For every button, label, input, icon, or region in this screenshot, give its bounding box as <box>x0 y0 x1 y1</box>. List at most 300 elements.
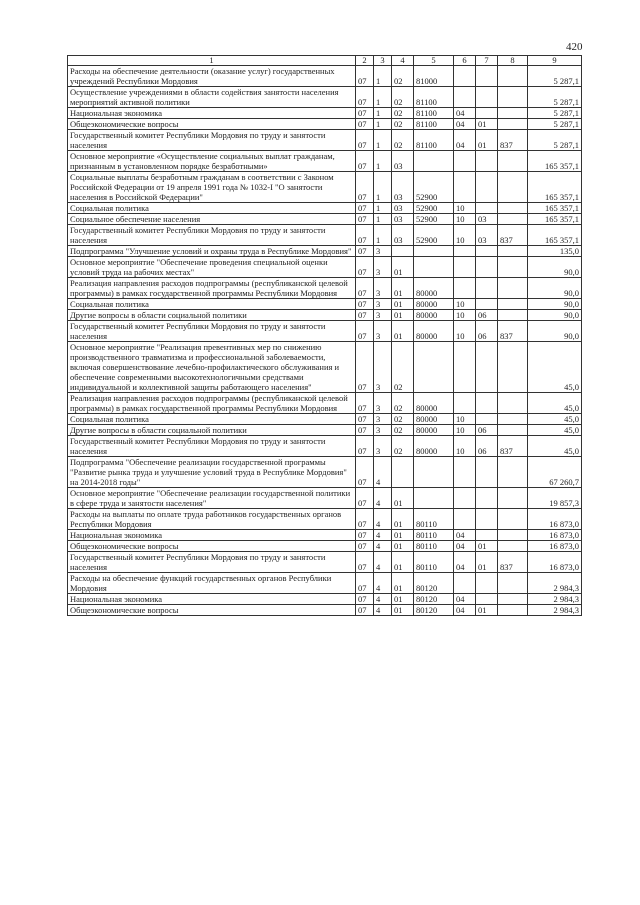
cell-code-2: 07 <box>356 119 374 130</box>
cell-code-8 <box>498 203 528 214</box>
table-row <box>68 299 582 310</box>
table-row <box>68 342 582 393</box>
cell-code-2: 07 <box>356 605 374 616</box>
cell-amount: 45,0 <box>528 436 582 457</box>
cell-code-7 <box>476 299 498 310</box>
cell-code-8 <box>498 310 528 321</box>
cell-code-2: 07 <box>356 530 374 541</box>
cell-code-4: 03 <box>392 151 414 172</box>
cell-code-5: 81100 <box>414 119 454 130</box>
page-number: 420 <box>566 41 583 53</box>
cell-code-4: 02 <box>392 425 414 436</box>
cell-code-8 <box>498 573 528 594</box>
cell-code-8 <box>498 393 528 414</box>
cell-code-3: 3 <box>374 393 392 414</box>
cell-code-8: 837 <box>498 552 528 573</box>
cell-code-2: 07 <box>356 342 374 393</box>
cell-code-2: 07 <box>356 457 374 488</box>
cell-code-3: 1 <box>374 225 392 246</box>
cell-code-6: 04 <box>454 552 476 573</box>
cell-code-8: 837 <box>498 130 528 151</box>
cell-code-3: 3 <box>374 246 392 257</box>
table-row <box>68 310 582 321</box>
cell-code-6: 10 <box>454 214 476 225</box>
cell-code-2: 07 <box>356 393 374 414</box>
cell-code-4: 02 <box>392 66 414 87</box>
table-row <box>68 225 582 246</box>
cell-code-8 <box>498 594 528 605</box>
cell-code-4: 01 <box>392 594 414 605</box>
table-row <box>68 321 582 342</box>
cell-amount: 165 357,1 <box>528 203 582 214</box>
table-row <box>68 87 582 108</box>
cell-code-2: 07 <box>356 225 374 246</box>
cell-code-5: 80000 <box>414 310 454 321</box>
cell-code-6: 10 <box>454 203 476 214</box>
cell-code-3: 3 <box>374 436 392 457</box>
budget-table <box>67 55 582 616</box>
cell-code-2: 07 <box>356 414 374 425</box>
cell-code-8 <box>498 457 528 488</box>
cell-code-2: 07 <box>356 509 374 530</box>
cell-amount: 16 873,0 <box>528 530 582 541</box>
cell-code-4: 01 <box>392 321 414 342</box>
cell-code-3: 1 <box>374 87 392 108</box>
cell-code-2: 07 <box>356 541 374 552</box>
cell-code-7 <box>476 342 498 393</box>
cell-code-2: 07 <box>356 278 374 299</box>
cell-code-3: 3 <box>374 342 392 393</box>
cell-code-2: 07 <box>356 203 374 214</box>
table-row <box>68 119 582 130</box>
cell-code-7: 06 <box>476 436 498 457</box>
cell-code-3: 3 <box>374 299 392 310</box>
column-header-9: 9 <box>528 56 582 66</box>
cell-code-4: 01 <box>392 552 414 573</box>
cell-code-5: 80000 <box>414 299 454 310</box>
cell-code-2: 07 <box>356 594 374 605</box>
cell-name: Социальные выплаты безработным гражданам в соответствии с Законом Российской Федерации от 19 апреля 1991 года № 1032-I "О занятости населения в Российской Федерации" <box>68 172 356 203</box>
cell-code-7 <box>476 414 498 425</box>
cell-amount: 90,0 <box>528 321 582 342</box>
cell-code-8 <box>498 66 528 87</box>
cell-code-7 <box>476 278 498 299</box>
cell-code-6 <box>454 278 476 299</box>
cell-code-6 <box>454 573 476 594</box>
cell-code-3: 4 <box>374 488 392 509</box>
cell-code-3: 1 <box>374 172 392 203</box>
cell-code-2: 07 <box>356 66 374 87</box>
cell-name: Общеэкономические вопросы <box>68 605 356 616</box>
column-header-5: 5 <box>414 56 454 66</box>
cell-amount: 19 857,3 <box>528 488 582 509</box>
cell-code-4: 01 <box>392 605 414 616</box>
table-row <box>68 605 582 616</box>
cell-code-4: 01 <box>392 278 414 299</box>
cell-code-5: 80000 <box>414 278 454 299</box>
cell-code-3: 3 <box>374 414 392 425</box>
table-row <box>68 425 582 436</box>
cell-code-6: 04 <box>454 605 476 616</box>
cell-code-5 <box>414 257 454 278</box>
cell-code-8 <box>498 425 528 436</box>
table-row <box>68 203 582 214</box>
cell-code-4: 02 <box>392 436 414 457</box>
cell-code-7: 06 <box>476 425 498 436</box>
cell-amount: 16 873,0 <box>528 509 582 530</box>
cell-amount: 5 287,1 <box>528 66 582 87</box>
cell-amount: 90,0 <box>528 257 582 278</box>
table-row <box>68 257 582 278</box>
cell-name: Другие вопросы в области социальной политики <box>68 310 356 321</box>
cell-code-2: 07 <box>356 151 374 172</box>
cell-code-6 <box>454 172 476 203</box>
cell-code-3: 4 <box>374 530 392 541</box>
cell-code-4: 02 <box>392 108 414 119</box>
cell-code-7: 03 <box>476 225 498 246</box>
cell-code-5: 81000 <box>414 66 454 87</box>
cell-amount: 45,0 <box>528 425 582 436</box>
cell-code-7: 03 <box>476 214 498 225</box>
cell-name: Подпрограмма "Улучшение условий и охраны труда в Республике Мордовия" <box>68 246 356 257</box>
cell-code-8 <box>498 108 528 119</box>
cell-code-6 <box>454 393 476 414</box>
cell-name: Реализация направления расходов подпрограммы (республиканской целевой программы) в рамках государственной программы Республики Мордовия <box>68 393 356 414</box>
cell-name: Основное мероприятие "Обеспечение реализации государственной политики в сфере труда и занятости населения" <box>68 488 356 509</box>
cell-amount: 165 357,1 <box>528 225 582 246</box>
table-row <box>68 552 582 573</box>
cell-code-5 <box>414 457 454 488</box>
cell-code-3: 3 <box>374 310 392 321</box>
cell-code-8 <box>498 214 528 225</box>
cell-amount: 90,0 <box>528 278 582 299</box>
cell-code-8: 837 <box>498 225 528 246</box>
cell-code-8 <box>498 278 528 299</box>
cell-code-7 <box>476 246 498 257</box>
cell-code-4: 03 <box>392 203 414 214</box>
cell-name: Осуществление учреждениями в области содействия занятости населения мероприятий активной политики <box>68 87 356 108</box>
cell-code-2: 07 <box>356 172 374 203</box>
cell-code-5: 80110 <box>414 552 454 573</box>
cell-code-8 <box>498 530 528 541</box>
cell-code-6: 04 <box>454 541 476 552</box>
cell-amount: 45,0 <box>528 393 582 414</box>
cell-amount: 165 357,1 <box>528 214 582 225</box>
cell-name: Реализация направления расходов подпрограммы (республиканской целевой программы) в рамках государственной программы Республики Мордовия <box>68 278 356 299</box>
cell-code-6: 04 <box>454 594 476 605</box>
cell-code-6 <box>454 257 476 278</box>
cell-code-4: 02 <box>392 414 414 425</box>
cell-code-4: 01 <box>392 541 414 552</box>
cell-amount: 67 260,7 <box>528 457 582 488</box>
table-row <box>68 393 582 414</box>
cell-code-6 <box>454 342 476 393</box>
column-header-7: 7 <box>476 56 498 66</box>
cell-name: Национальная экономика <box>68 108 356 119</box>
cell-code-5 <box>414 342 454 393</box>
cell-code-4: 01 <box>392 573 414 594</box>
cell-code-2: 07 <box>356 214 374 225</box>
cell-code-5: 81100 <box>414 108 454 119</box>
cell-code-4: 01 <box>392 509 414 530</box>
cell-code-5: 81100 <box>414 87 454 108</box>
cell-name: Расходы на обеспечение функций государственных органов Республики Мордовия <box>68 573 356 594</box>
cell-code-5: 52900 <box>414 172 454 203</box>
cell-code-6: 10 <box>454 414 476 425</box>
cell-code-7 <box>476 457 498 488</box>
cell-code-7 <box>476 108 498 119</box>
cell-code-8 <box>498 541 528 552</box>
cell-code-5: 80000 <box>414 393 454 414</box>
cell-code-8 <box>498 151 528 172</box>
table-row <box>68 66 582 87</box>
cell-code-5 <box>414 151 454 172</box>
cell-name: Социальное обеспечение населения <box>68 214 356 225</box>
cell-code-3: 3 <box>374 321 392 342</box>
column-header-1: 1 <box>68 56 356 66</box>
cell-amount: 45,0 <box>528 342 582 393</box>
cell-code-4: 02 <box>392 130 414 151</box>
table-row <box>68 509 582 530</box>
table-row <box>68 436 582 457</box>
cell-code-4: 02 <box>392 342 414 393</box>
cell-name: Социальная политика <box>68 299 356 310</box>
cell-code-8 <box>498 342 528 393</box>
cell-code-7 <box>476 573 498 594</box>
cell-code-2: 07 <box>356 425 374 436</box>
cell-code-6: 10 <box>454 310 476 321</box>
table-row <box>68 488 582 509</box>
cell-name: Основное мероприятие "Обеспечение проведения специальной оценки условий труда на рабочих местах" <box>68 257 356 278</box>
table-row <box>68 108 582 119</box>
cell-code-6 <box>454 87 476 108</box>
cell-code-4: 02 <box>392 87 414 108</box>
cell-name: Государственный комитет Республики Мордовия по труду и занятости населения <box>68 552 356 573</box>
cell-code-7: 06 <box>476 310 498 321</box>
table-row <box>68 151 582 172</box>
cell-code-8 <box>498 299 528 310</box>
cell-name: Национальная экономика <box>68 530 356 541</box>
cell-code-6: 10 <box>454 321 476 342</box>
cell-code-5: 80000 <box>414 436 454 457</box>
cell-code-7 <box>476 172 498 203</box>
cell-code-6: 10 <box>454 436 476 457</box>
cell-name: Национальная экономика <box>68 594 356 605</box>
cell-code-8 <box>498 119 528 130</box>
table-row <box>68 414 582 425</box>
cell-code-5: 80000 <box>414 425 454 436</box>
cell-code-3: 4 <box>374 573 392 594</box>
cell-code-2: 07 <box>356 246 374 257</box>
cell-code-3: 1 <box>374 130 392 151</box>
cell-code-6 <box>454 509 476 530</box>
cell-code-3: 1 <box>374 66 392 87</box>
cell-amount: 16 873,0 <box>528 552 582 573</box>
cell-code-7 <box>476 393 498 414</box>
cell-code-7: 01 <box>476 130 498 151</box>
cell-code-4: 03 <box>392 172 414 203</box>
table-row <box>68 214 582 225</box>
column-header-2: 2 <box>356 56 374 66</box>
cell-code-7 <box>476 488 498 509</box>
table-row <box>68 573 582 594</box>
cell-code-5: 52900 <box>414 203 454 214</box>
cell-code-7: 01 <box>476 552 498 573</box>
cell-code-5: 80000 <box>414 414 454 425</box>
cell-code-2: 07 <box>356 552 374 573</box>
cell-code-8 <box>498 509 528 530</box>
cell-amount: 5 287,1 <box>528 130 582 151</box>
column-header-8: 8 <box>498 56 528 66</box>
cell-code-3: 4 <box>374 457 392 488</box>
cell-amount: 2 984,3 <box>528 594 582 605</box>
table-row <box>68 246 582 257</box>
cell-name: Подпрограмма "Обеспечение реализации государственной программы "Развитие рынка труда и улучшение условий труда в Республике Мордовия" на 2014-2018 годы" <box>68 457 356 488</box>
cell-name: Социальная политика <box>68 203 356 214</box>
cell-code-8 <box>498 414 528 425</box>
cell-code-4: 01 <box>392 310 414 321</box>
cell-code-7: 01 <box>476 541 498 552</box>
cell-code-2: 07 <box>356 257 374 278</box>
cell-code-5: 80110 <box>414 509 454 530</box>
cell-name: Государственный комитет Республики Мордовия по труду и занятости населения <box>68 225 356 246</box>
cell-code-3: 1 <box>374 119 392 130</box>
table-row <box>68 130 582 151</box>
cell-code-5: 80120 <box>414 594 454 605</box>
cell-code-7 <box>476 66 498 87</box>
cell-code-8 <box>498 488 528 509</box>
cell-code-2: 07 <box>356 321 374 342</box>
cell-code-3: 4 <box>374 594 392 605</box>
cell-code-6: 10 <box>454 225 476 246</box>
cell-code-2: 07 <box>356 130 374 151</box>
cell-code-6 <box>454 488 476 509</box>
cell-code-6 <box>454 66 476 87</box>
column-header-3: 3 <box>374 56 392 66</box>
cell-amount: 5 287,1 <box>528 87 582 108</box>
table-row <box>68 457 582 488</box>
cell-amount: 165 357,1 <box>528 172 582 203</box>
cell-amount: 90,0 <box>528 299 582 310</box>
cell-code-2: 07 <box>356 299 374 310</box>
cell-name: Основное мероприятие "Реализация превентивных мер по снижению производственного травматизма и профессиональной заболеваемости, включая совершенствование лечебно-профилактического обслуживания и обеспечение современными высокотехнологичными средствами индивидуальной и коллективной защиты работающего населения" <box>68 342 356 393</box>
cell-code-3: 4 <box>374 605 392 616</box>
cell-code-3: 4 <box>374 541 392 552</box>
cell-code-2: 07 <box>356 573 374 594</box>
cell-code-3: 3 <box>374 425 392 436</box>
cell-code-8 <box>498 172 528 203</box>
cell-code-4 <box>392 457 414 488</box>
cell-code-4: 01 <box>392 530 414 541</box>
cell-code-4: 02 <box>392 393 414 414</box>
cell-amount: 5 287,1 <box>528 119 582 130</box>
cell-code-3: 4 <box>374 509 392 530</box>
cell-code-6: 10 <box>454 425 476 436</box>
cell-code-5: 52900 <box>414 225 454 246</box>
cell-code-4 <box>392 246 414 257</box>
cell-code-3: 3 <box>374 257 392 278</box>
cell-code-5 <box>414 488 454 509</box>
cell-code-8: 837 <box>498 321 528 342</box>
cell-name: Другие вопросы в области социальной политики <box>68 425 356 436</box>
cell-code-6 <box>454 457 476 488</box>
cell-code-6: 10 <box>454 299 476 310</box>
cell-code-8: 837 <box>498 436 528 457</box>
table-row <box>68 594 582 605</box>
cell-code-7 <box>476 151 498 172</box>
cell-code-2: 07 <box>356 108 374 119</box>
header-row <box>68 56 582 66</box>
cell-code-5: 81100 <box>414 130 454 151</box>
cell-code-4: 01 <box>392 299 414 310</box>
cell-code-4: 03 <box>392 214 414 225</box>
cell-code-3: 4 <box>374 552 392 573</box>
cell-code-5: 80000 <box>414 321 454 342</box>
cell-code-6: 04 <box>454 130 476 151</box>
cell-code-7 <box>476 87 498 108</box>
table-body <box>68 66 582 616</box>
cell-code-8 <box>498 87 528 108</box>
cell-code-5 <box>414 246 454 257</box>
cell-name: Государственный комитет Республики Мордовия по труду и занятости населения <box>68 436 356 457</box>
cell-code-2: 07 <box>356 436 374 457</box>
cell-amount: 16 873,0 <box>528 541 582 552</box>
cell-code-8 <box>498 246 528 257</box>
cell-amount: 2 984,3 <box>528 605 582 616</box>
cell-code-6: 04 <box>454 108 476 119</box>
cell-code-3: 1 <box>374 203 392 214</box>
cell-name: Общеэкономические вопросы <box>68 119 356 130</box>
cell-code-5: 80120 <box>414 573 454 594</box>
cell-code-5: 52900 <box>414 214 454 225</box>
cell-name: Государственный комитет Республики Мордовия по труду и занятости населения <box>68 321 356 342</box>
cell-name: Расходы на выплаты по оплате труда работников государственных органов Республики Мордовия <box>68 509 356 530</box>
cell-code-6 <box>454 151 476 172</box>
cell-code-5: 80120 <box>414 605 454 616</box>
cell-code-7 <box>476 203 498 214</box>
cell-code-2: 07 <box>356 87 374 108</box>
cell-code-4: 03 <box>392 225 414 246</box>
column-header-4: 4 <box>392 56 414 66</box>
cell-code-8 <box>498 257 528 278</box>
cell-code-3: 1 <box>374 214 392 225</box>
cell-code-6: 04 <box>454 530 476 541</box>
cell-code-3: 1 <box>374 151 392 172</box>
column-header-6: 6 <box>454 56 476 66</box>
cell-code-7: 06 <box>476 321 498 342</box>
cell-code-4: 01 <box>392 488 414 509</box>
cell-amount: 135,0 <box>528 246 582 257</box>
cell-code-4: 02 <box>392 119 414 130</box>
cell-code-7: 01 <box>476 119 498 130</box>
cell-code-2: 07 <box>356 488 374 509</box>
table-row <box>68 172 582 203</box>
cell-code-8 <box>498 605 528 616</box>
cell-code-2: 07 <box>356 310 374 321</box>
cell-amount: 165 357,1 <box>528 151 582 172</box>
cell-code-7 <box>476 594 498 605</box>
cell-code-7 <box>476 530 498 541</box>
cell-name: Общеэкономические вопросы <box>68 541 356 552</box>
cell-code-3: 3 <box>374 278 392 299</box>
cell-code-5: 80110 <box>414 541 454 552</box>
cell-amount: 5 287,1 <box>528 108 582 119</box>
table-row <box>68 530 582 541</box>
cell-amount: 90,0 <box>528 310 582 321</box>
cell-name: Основное мероприятие «Осуществление социальных выплат гражданам, признанным в установленном порядке безработными» <box>68 151 356 172</box>
cell-code-6: 04 <box>454 119 476 130</box>
cell-code-7 <box>476 509 498 530</box>
